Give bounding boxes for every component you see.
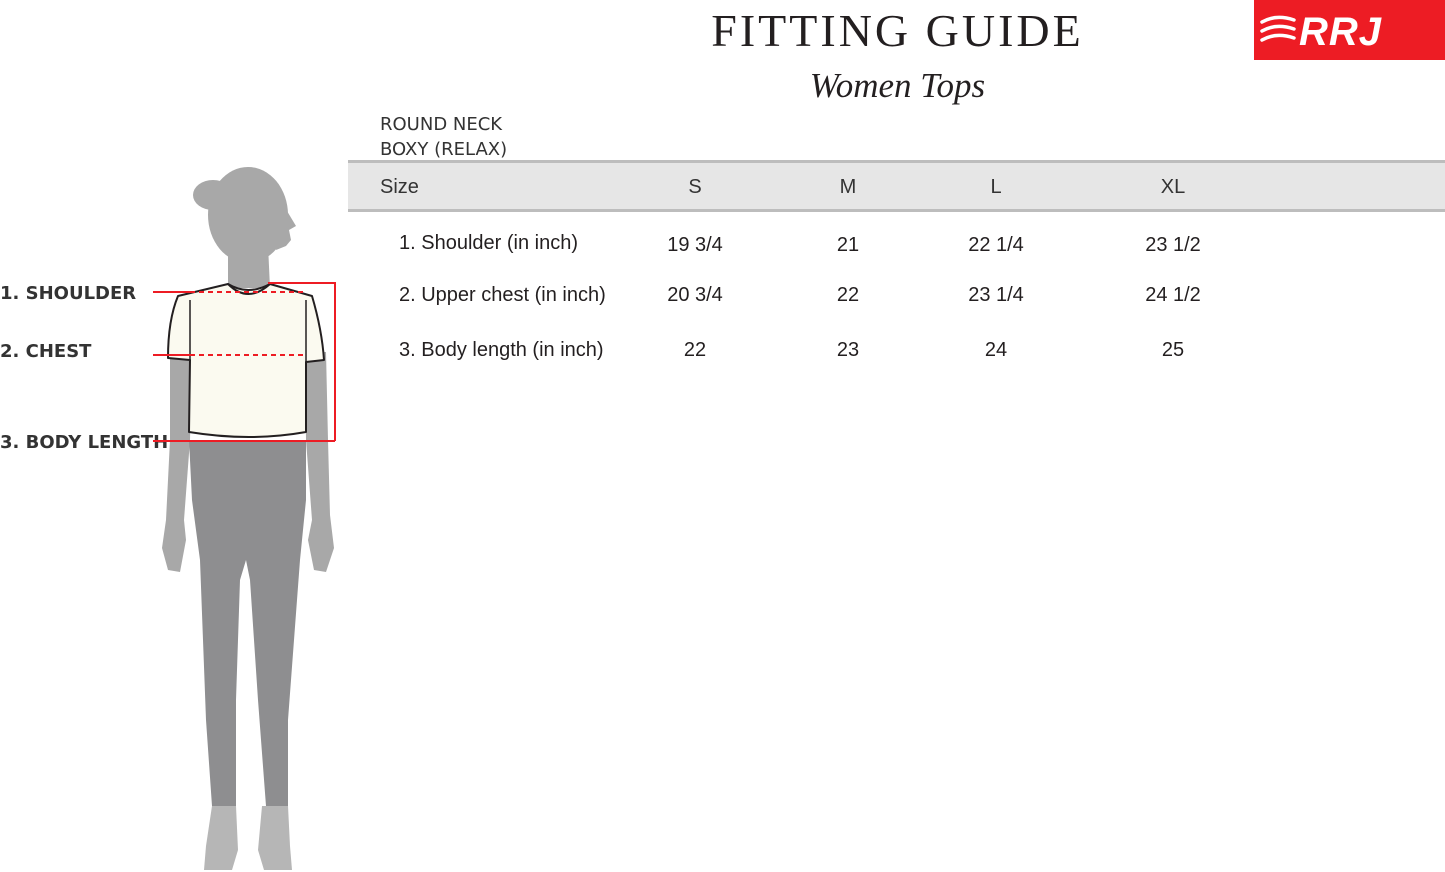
label-body-length: 3. BODY LENGTH xyxy=(0,432,169,453)
label-shoulder: 1. SHOULDER xyxy=(0,283,137,304)
table-cell: 25 xyxy=(1161,339,1185,361)
size-header-label: Size xyxy=(380,176,419,198)
table-cell: 24 xyxy=(984,339,1008,361)
style-type xyxy=(380,112,507,162)
size-col-m: M xyxy=(839,176,857,198)
table-cell: 23 1/2 xyxy=(1145,234,1201,256)
model-feet xyxy=(204,806,292,870)
model-head xyxy=(193,167,296,288)
size-col-xl: XL xyxy=(1160,176,1186,198)
table-cell: 23 xyxy=(836,339,860,361)
table-cell: 23 1/4 xyxy=(968,284,1024,306)
model-tshirt xyxy=(168,284,324,437)
size-col-s: S xyxy=(688,176,702,198)
table-cell: 24 1/2 xyxy=(1145,284,1201,306)
row-chest-label: 2. Upper chest (in inch) xyxy=(399,284,606,306)
table-cell: 19 3/4 xyxy=(667,234,723,256)
size-col-l: L xyxy=(990,176,1002,198)
table-cell: 20 3/4 xyxy=(667,284,723,306)
style-line-neck: ROUND NECK xyxy=(380,114,503,135)
page-title: FITTING GUIDE xyxy=(711,5,1084,56)
model-figure xyxy=(0,0,345,872)
table-cell: 22 xyxy=(836,284,860,306)
brand-logo-text: RRJ xyxy=(1299,10,1383,54)
model-leggings xyxy=(189,440,306,806)
page-subtitle: Women Tops xyxy=(809,66,986,105)
row-shoulder-label: 1. Shoulder (in inch) xyxy=(399,232,578,254)
table-cell: 22 xyxy=(683,339,707,361)
label-chest: 2. CHEST xyxy=(0,341,92,362)
table-cell: 21 xyxy=(836,234,860,256)
row-length-label: 3. Body length (in inch) xyxy=(399,339,604,361)
size-table-header xyxy=(348,160,1445,212)
table-cell: 22 1/4 xyxy=(968,234,1024,256)
brand-logo xyxy=(1254,0,1445,60)
style-line-fit: BOXY (RELAX) xyxy=(380,139,508,160)
brand-logo-icon xyxy=(1254,0,1445,60)
